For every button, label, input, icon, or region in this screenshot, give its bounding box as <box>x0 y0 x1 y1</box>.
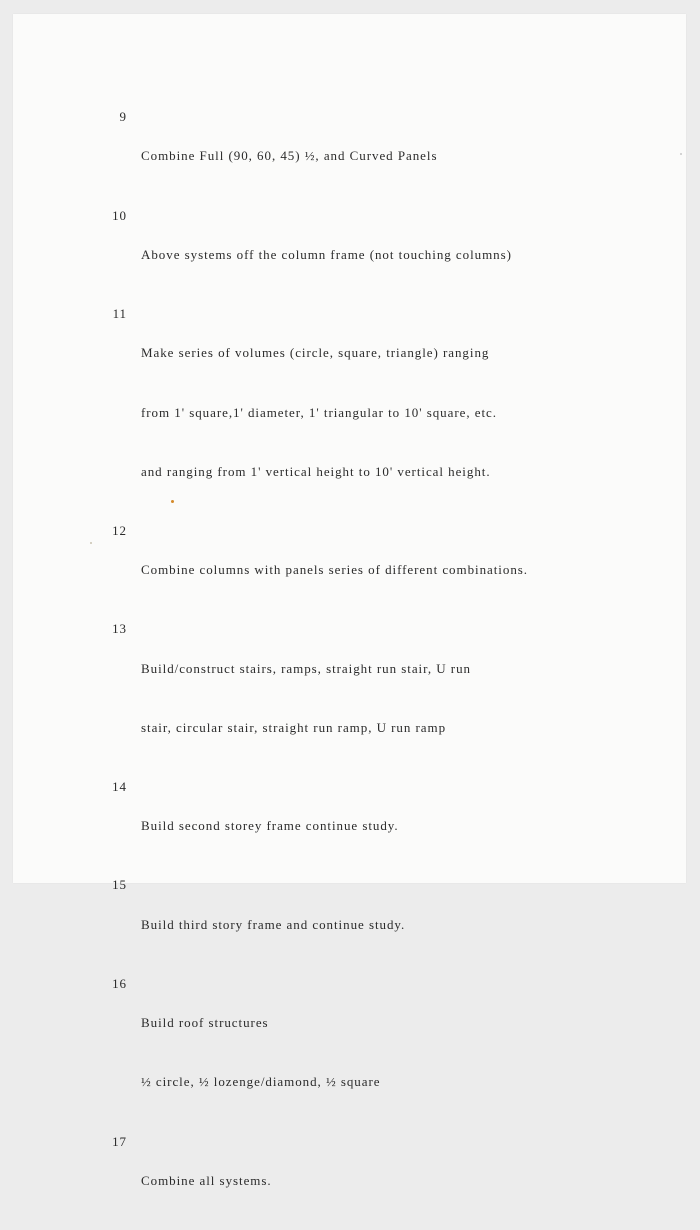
item-text-continued: and ranging from 1' vertical height to 10' vertical height. <box>141 463 491 479</box>
item-number: 15 <box>112 877 127 893</box>
item-number: 13 <box>112 621 127 637</box>
list-item-17 <box>100 1132 528 1230</box>
item-text: Make series of volumes (circle, square, triangle) ranging <box>141 345 490 361</box>
item-number: 10 <box>112 207 127 223</box>
list-item-9 <box>100 107 528 206</box>
list-item-15 <box>100 875 528 974</box>
item-number: 12 <box>112 522 127 538</box>
item-number: 9 <box>119 109 127 124</box>
item-number: 11 <box>112 306 127 322</box>
list-item-16 <box>100 974 528 1132</box>
item-text-continued: ½ circle, ½ lozenge/diamond, ½ square <box>141 1074 381 1090</box>
item-text: Combine Full (90, 60, 45) ½, and Curved Panels <box>141 148 438 164</box>
item-text: Combine columns with panels series of different combinations. <box>141 562 528 578</box>
item-number: 16 <box>112 975 127 991</box>
paper-speck <box>90 542 92 544</box>
item-number: 14 <box>112 778 127 794</box>
item-text: Combine all systems. <box>141 1172 272 1188</box>
list-item-12 <box>100 521 528 620</box>
item-text-continued: stair, circular stair, straight run ramp, U run ramp <box>141 719 447 735</box>
paper-speck <box>680 153 682 155</box>
item-text: Build roof structures <box>141 1015 269 1031</box>
list-item-10 <box>100 206 528 305</box>
list-item-11 <box>100 304 528 521</box>
list-item-14 <box>100 777 528 876</box>
list-item-13 <box>100 619 528 777</box>
paper-speck <box>171 500 174 503</box>
item-text: Build second storey frame continue study. <box>141 818 399 834</box>
item-number: 17 <box>112 1133 127 1149</box>
item-text: Build/construct stairs, ramps, straight run stair, U run <box>141 660 471 676</box>
item-text: Above systems off the column frame (not touching columns) <box>141 246 512 262</box>
item-text: Build third story frame and continue study. <box>141 916 406 932</box>
item-text-continued: from 1' square,1' diameter, 1' triangular to 10' square, etc. <box>141 404 497 420</box>
typed-list <box>100 107 528 1230</box>
